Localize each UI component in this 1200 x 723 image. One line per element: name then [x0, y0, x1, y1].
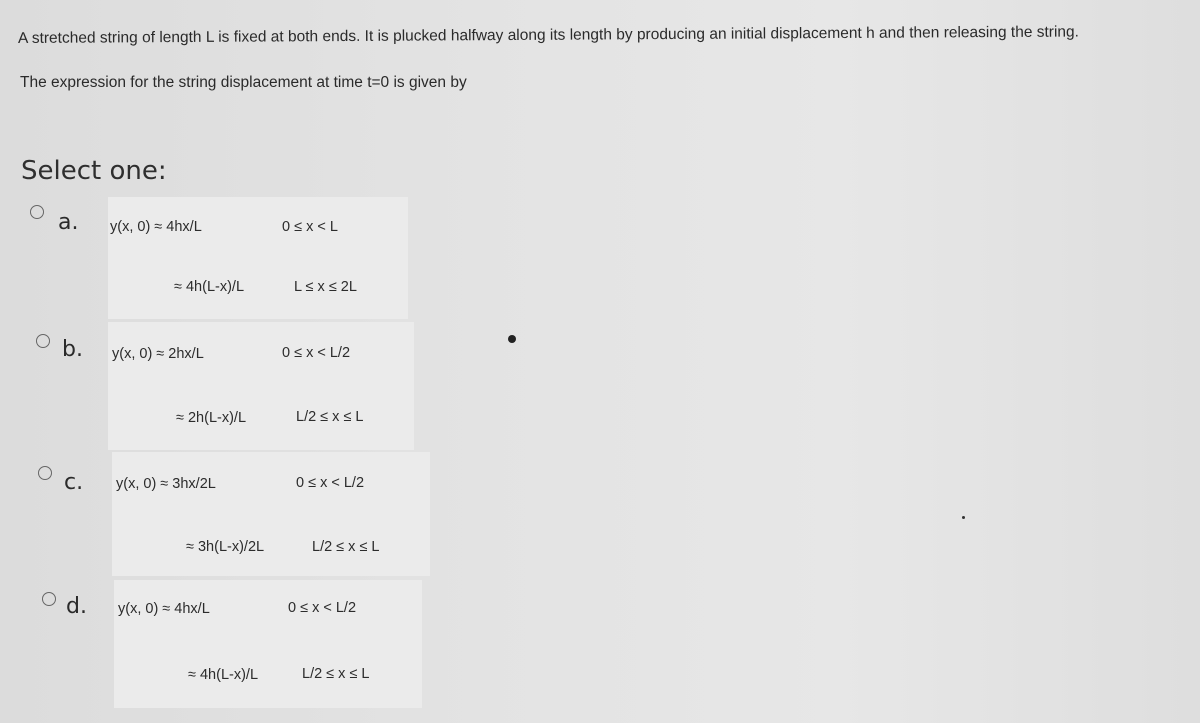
option-c-range-2: L/2 ≤ x ≤ L [312, 539, 380, 555]
option-b-range-2: L/2 ≤ x ≤ L [296, 409, 364, 425]
option-d-expression-2: ≈ 4h(L-x)/L [188, 667, 259, 683]
option-c-letter: c. [64, 470, 84, 495]
option-b-letter: b. [62, 337, 83, 362]
option-a-range-1: 0 ≤ x < L [282, 219, 338, 235]
option-b-expression-2: ≈ 2h(L-x)/L [176, 410, 247, 426]
option-c-content-box [112, 452, 430, 576]
option-c-range-1: 0 ≤ x < L/2 [296, 475, 365, 491]
question-text-line-1: A stretched string of length L is fixed at both ends. It is plucked halfway along its length by producing an initial displacement h and then releasing the string. [17, 23, 1079, 47]
radio-option-a[interactable] [30, 205, 44, 219]
option-d-expression-1: y(x, 0) ≈ 4hx/L [118, 601, 210, 617]
radio-option-d[interactable] [42, 592, 56, 606]
option-a-range-2: L ≤ x ≤ 2L [294, 279, 357, 295]
option-a-content-box [108, 197, 408, 319]
option-b-range-1: 0 ≤ x < L/2 [282, 345, 351, 361]
option-d-content-box [114, 580, 422, 708]
option-c-expression-1: y(x, 0) ≈ 3hx/2L [116, 476, 216, 492]
question-text-line-2: The expression for the string displacement at time t=0 is given by [20, 74, 467, 91]
option-d-letter: d. [66, 594, 87, 619]
option-d-range-2: L/2 ≤ x ≤ L [302, 666, 370, 682]
option-c-expression-2: ≈ 3h(L-x)/2L [186, 539, 265, 555]
radio-option-c[interactable] [38, 466, 52, 480]
option-b-content-box [108, 322, 414, 450]
screen-speck [508, 335, 516, 343]
option-a-expression-1: y(x, 0) ≈ 4hx/L [110, 219, 202, 235]
option-b-expression-1: y(x, 0) ≈ 2hx/L [112, 346, 204, 362]
select-one-prompt: Select one: [21, 156, 167, 186]
option-a-letter: a. [58, 210, 79, 235]
option-a-expression-2: ≈ 4h(L-x)/L [174, 279, 245, 295]
screen-speck-small [962, 516, 965, 519]
radio-option-b[interactable] [36, 334, 50, 348]
option-d-range-1: 0 ≤ x < L/2 [288, 600, 357, 616]
